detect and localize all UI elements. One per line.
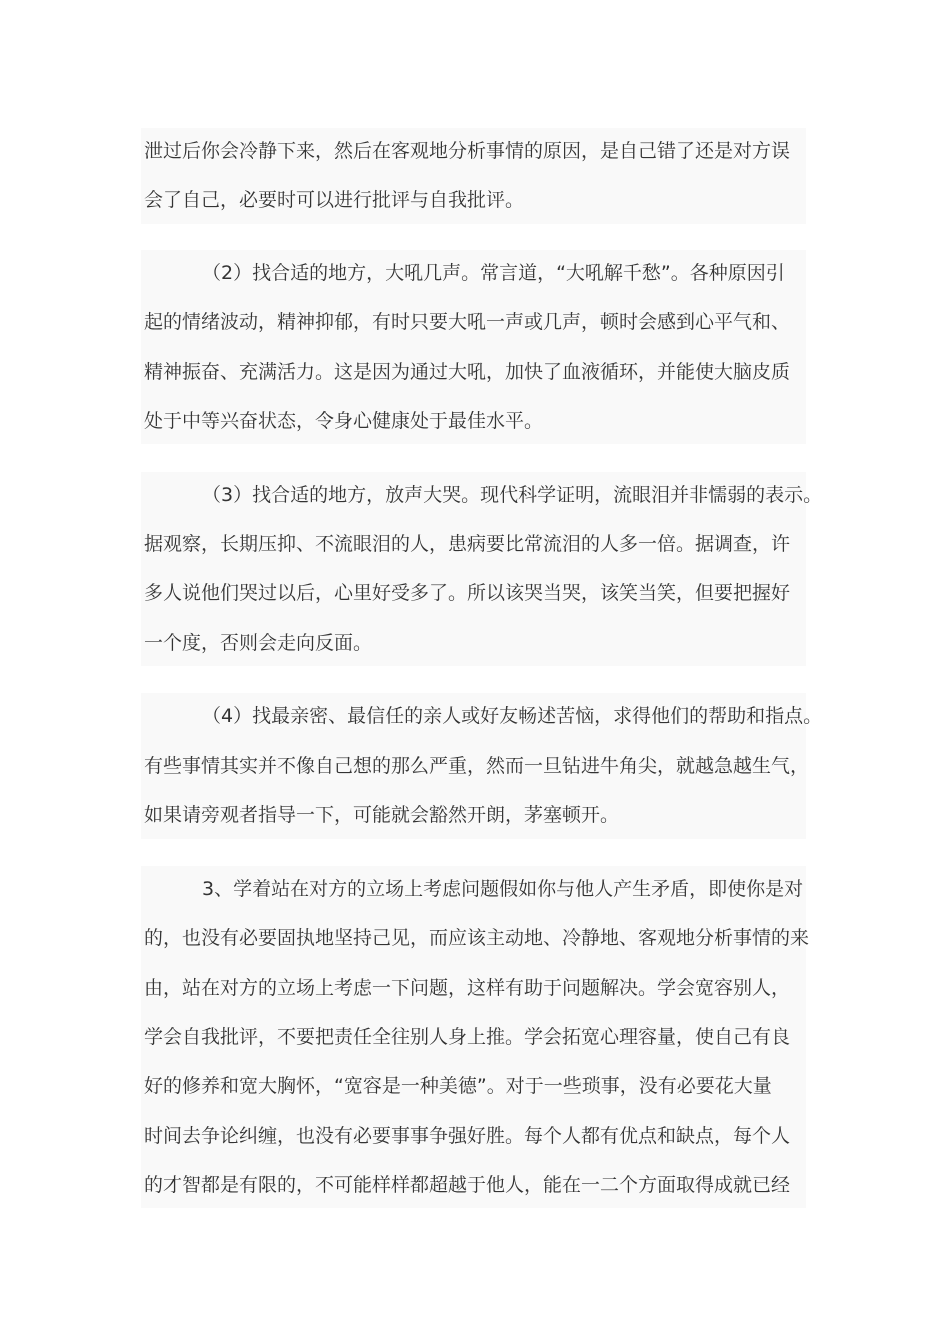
text-line: 好的修养和宽大胸怀，“宽容是一种美德”。对于一些琐事，没有必要花大量 — [144, 1075, 772, 1097]
text-line: 时间去争论纠缠，也没有必要事事争强好胜。每个人都有优点和缺点，每个人 — [144, 1125, 791, 1147]
text-line: 3、学着站在对方的立场上考虑问题假如你与他人产生矛盾，即使你是对 — [202, 878, 804, 900]
text-line: 的才智都是有限的，不可能样样都超越于他人，能在一二个方面取得成就已经 — [144, 1174, 791, 1196]
text-line: 起的情绪波动，精神抑郁，有时只要大吼一声或几声，顿时会感到心平气和、 — [144, 311, 791, 333]
text-line: 学会自我批评，不要把责任全往别人身上推。学会拓宽心理容量，使自己有良 — [144, 1026, 791, 1048]
text-line: 据观察，长期压抑、不流眼泪的人，患病要比常流泪的人多一倍。据调查，许 — [144, 533, 791, 555]
text-line: 处于中等兴奋状态，令身心健康处于最佳水平。 — [144, 410, 544, 432]
text-line: （3）找合适的地方，放声大哭。现代科学证明，流眼泪并非懦弱的表示。 — [202, 484, 823, 506]
text-line: 会了自己，必要时可以进行批评与自我批评。 — [144, 189, 525, 211]
text-line: 精神振奋、充满活力。这是因为通过大吼，加快了血液循环，并能使大脑皮质 — [144, 361, 791, 383]
text-line: （2）找合适的地方，大吼几声。常言道，“大吼解千愁”。各种原因引 — [202, 262, 785, 284]
text-line: 的，也没有必要固执地坚持己见，而应该主动地、冷静地、客观地分析事情的来 — [144, 927, 810, 949]
text-line: 有些事情其实并不像自己想的那么严重，然而一旦钻进牛角尖，就越急越生气， — [144, 755, 810, 777]
text-line: 泄过后你会冷静下来，然后在客观地分析事情的原因，是自己错了还是对方误 — [144, 140, 791, 162]
text-line: 一个度，否则会走向反面。 — [144, 632, 373, 654]
text-line: （4）找最亲密、最信任的亲人或好友畅述苦恼，求得他们的帮助和指点。 — [202, 705, 823, 727]
text-line: 如果请旁观者指导一下，可能就会豁然开朗，茅塞顿开。 — [144, 804, 620, 826]
text-line: 多人说他们哭过以后，心里好受多了。所以该哭当哭，该笑当笑，但要把握好 — [144, 582, 791, 604]
text-line: 由，站在对方的立场上考虑一下问题，这样有助于问题解决。学会宽容别人， — [144, 977, 791, 999]
